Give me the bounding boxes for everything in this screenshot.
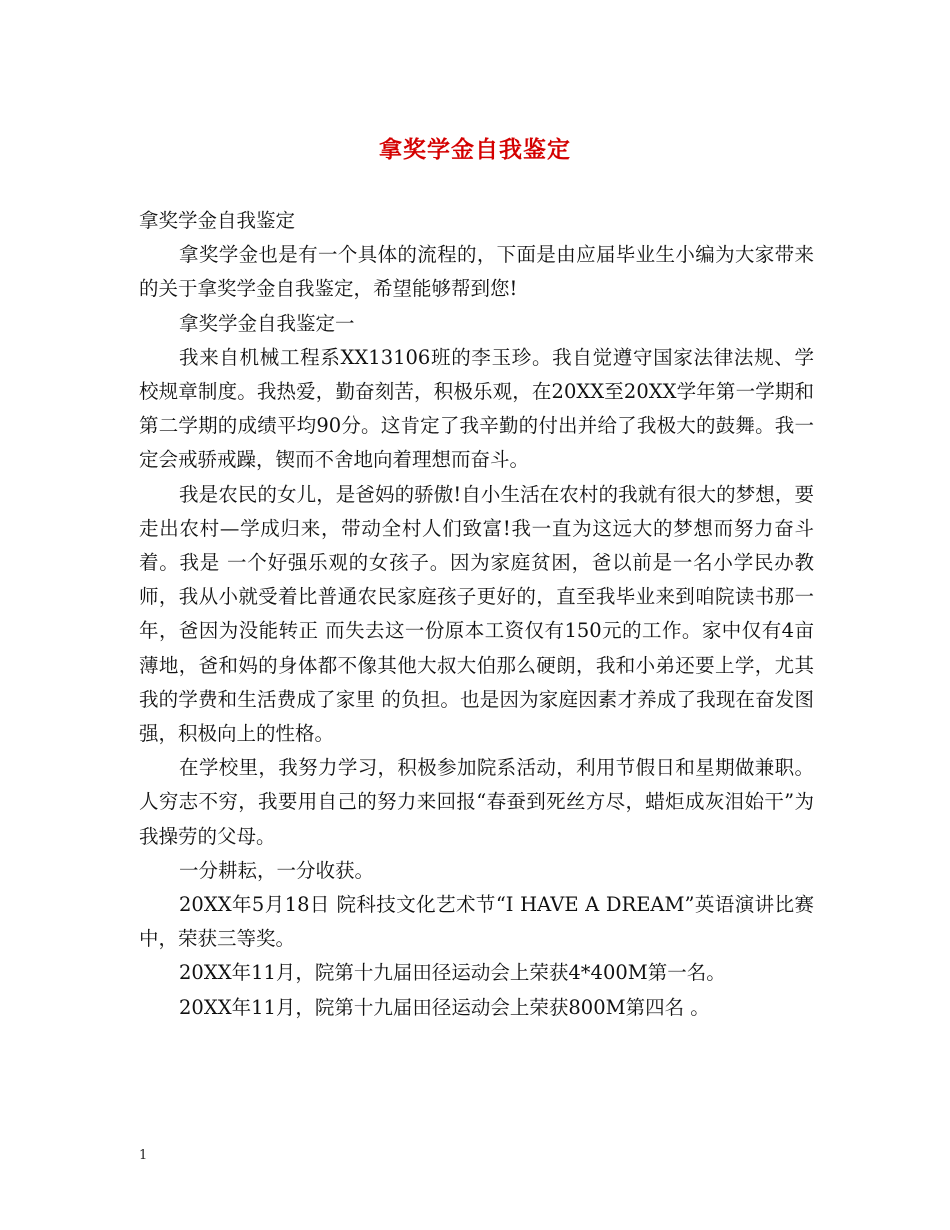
document-body	[139, 204, 814, 1025]
paragraph: 在学校里，我努力学习，积极参加院系活动，利用节假日和星期做兼职。人穷志不穷，我要用自己的努力来回报“春蚕到死丝方尽，蜡炬成灰泪始干”为我操劳的父母。	[139, 756, 814, 848]
paragraph: 我是农民的女儿，是爸妈的骄傲!自小生活在农村的我就有很大的梦想，要走出农村—学成归来，带动全村人们致富!我一直为这远大的梦想而努力奋斗着。我是 一个好强乐观的女孩子。因为家庭贫困，爸以前是一名小学民办教师，我从小就受着比普通农民家庭孩子更好的，直至我毕业来到咱院读书那一年，爸因为没能转正 而失去这一份原本工资仅有150元的工作。家中仅有4亩薄地，爸和妈的身体都不像其他大叔大伯那么硬朗，我和小弟还要上学，尤其我的学费和生活费成了家里 的负担。也是因为家庭因素才养成了我现在奋发图强，积极向上的性格。	[139, 482, 814, 746]
section-heading: 拿奖学金自我鉴定一	[179, 311, 355, 335]
paragraph: 我来自机械工程系XX13106班的李玉珍。我自觉遵守国家法律法规、学校规章制度。我热爱，勤奋刻苦，积极乐观，在20XX至20XX学年第一学期和第二学期的成绩平均90分。这肯定了我辛勤的付出并给了我极大的鼓舞。我一定会戒骄戒躁，锲而不舍地向着理想而奋斗。	[139, 345, 814, 472]
paragraph-intro: 拿奖学金也是有一个具体的流程的，下面是由应届毕业生小编为大家带来的关于拿奖学金自我鉴定，希望能够帮到您!	[139, 243, 814, 301]
paragraph: 一分耕耘，一分收获。	[179, 858, 375, 882]
document-subtitle: 拿奖学金自我鉴定	[139, 209, 296, 232]
paragraph: 20XX年5月18日 院科技文化艺术节“I HAVE A DREAM”英语演讲比赛中，荣获三等奖。	[139, 893, 814, 951]
page-number: 1	[139, 1148, 148, 1163]
paragraph: 20XX年11月，院第十九届田径运动会上荣获800M第四名 。	[179, 995, 710, 1019]
paragraph: 20XX年11月，院第十九届田径运动会上荣获4*400M第一名。	[179, 961, 726, 985]
document-title: 拿奖学金自我鉴定	[379, 136, 571, 163]
